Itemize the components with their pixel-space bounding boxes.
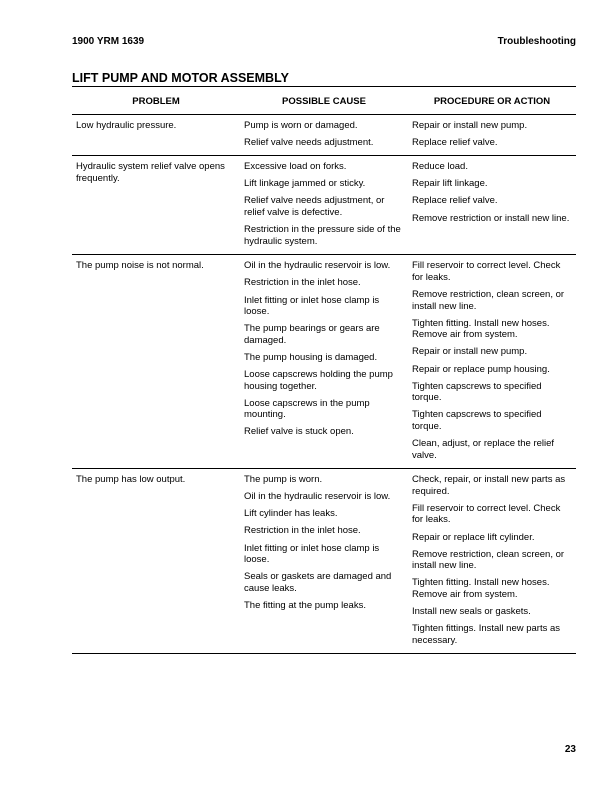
procedure-or-action-list: [412, 474, 572, 646]
possible-cause-item: Oil in the hydraulic reservoir is low.: [244, 260, 391, 272]
table-row: [72, 156, 576, 255]
problem-cell: Hydraulic system relief valve opens frequently.: [76, 161, 225, 184]
problem-cell: Low hydraulic pressure.: [76, 119, 177, 131]
procedure-or-action-list: [412, 260, 572, 461]
possible-cause-item: The pump is worn.: [244, 474, 323, 486]
possible-cause-cell: [240, 156, 408, 255]
document-id: 1900 YRM 1639: [72, 36, 145, 47]
possible-cause-item: The pump bearings or gears are damaged.: [244, 323, 380, 346]
table-body: [72, 114, 576, 654]
possible-cause-cell: [240, 114, 408, 156]
possible-cause-item: Lift cylinder has leaks.: [244, 508, 338, 520]
procedure-or-action-item: Repair or install new pump.: [412, 119, 528, 131]
procedure-or-action-item: Repair or install new pump.: [412, 346, 528, 358]
possible-cause-item: The fitting at the pump leaks.: [244, 599, 366, 611]
possible-cause-item: Pump is worn or damaged.: [244, 119, 358, 131]
possible-cause-cell: [240, 255, 408, 469]
procedure-or-action-item: Fill reservoir to correct level. Check for leaks.: [412, 502, 561, 526]
procedure-or-action-item: Clean, adjust, or replace the relief valve.: [412, 437, 555, 461]
procedure-or-action-item: Install new seals or gaskets.: [412, 606, 531, 617]
troubleshooting-table: [72, 86, 576, 654]
possible-cause-item: Excessive load on forks.: [244, 161, 347, 173]
possible-cause-item: Lift linkage jammed or sticky.: [244, 178, 366, 190]
column-header-procedure-or-action: PROCEDURE OR ACTION: [433, 96, 551, 107]
possible-cause-list: [244, 161, 404, 247]
possible-cause-item: Restriction in the pressure side of the hydraulic system.: [244, 224, 401, 247]
procedure-or-action-cell: [408, 156, 576, 255]
possible-cause-item: Seals or gaskets are damaged and cause leaks.: [244, 571, 392, 594]
table-row: [72, 114, 576, 156]
table-row: [72, 255, 576, 469]
possible-cause-item: Relief valve needs adjustment.: [244, 136, 374, 148]
procedure-or-action-item: Tighten fittings. Install new parts as necessary.: [412, 623, 561, 646]
possible-cause-item: The pump housing is damaged.: [244, 351, 378, 363]
procedure-or-action-item: Tighten capscrews to specified torque.: [412, 409, 542, 432]
procedure-or-action-item: Repair or replace pump housing.: [412, 363, 550, 375]
possible-cause-item: Restriction in the inlet hose.: [244, 525, 361, 537]
possible-cause-item: Oil in the hydraulic reservoir is low.: [244, 491, 391, 503]
page-header: [72, 36, 576, 47]
problem-cell: The pump noise is not normal.: [76, 260, 204, 272]
table-header-row: [72, 87, 576, 115]
procedure-or-action-list: [412, 120, 572, 149]
section-title: LIFT PUMP AND MOTOR ASSEMBLY: [72, 71, 289, 85]
possible-cause-list: [244, 260, 404, 438]
procedure-or-action-item: Replace relief valve.: [412, 136, 498, 148]
procedure-or-action-item: Replace relief valve.: [412, 195, 498, 207]
possible-cause-list: [244, 474, 404, 611]
troubleshooting-table-container: [72, 86, 576, 654]
column-header-problem: PROBLEM: [132, 96, 180, 107]
procedure-or-action-item: Remove restriction or install new line.: [412, 212, 570, 224]
procedure-or-action-list: [412, 161, 572, 224]
possible-cause-item: Inlet fitting or inlet hose clamp is loose.: [244, 294, 380, 318]
procedure-or-action-item: Tighten capscrews to specified torque.: [412, 380, 542, 404]
procedure-or-action-item: Tighten fitting. Install new hoses. Remove air from system.: [412, 577, 550, 600]
possible-cause-item: Restriction in the inlet hose.: [244, 277, 361, 289]
possible-cause-item: Relief valve needs adjustment, or relief valve is defective.: [244, 195, 385, 219]
procedure-or-action-item: Remove restriction, clean screen, or install new line.: [412, 289, 565, 312]
possible-cause-item: Loose capscrews in the pump mounting.: [244, 397, 370, 421]
procedure-or-action-cell: [408, 114, 576, 156]
procedure-or-action-item: Check, repair, or install new parts as required.: [412, 474, 566, 497]
possible-cause-item: Loose capscrews holding the pump housing together.: [244, 369, 393, 392]
procedure-or-action-item: Tighten fitting. Install new hoses. Remove air from system.: [412, 317, 550, 341]
column-header-possible-cause: POSSIBLE CAUSE: [282, 96, 366, 107]
procedure-or-action-cell: [408, 255, 576, 469]
possible-cause-cell: [240, 469, 408, 654]
possible-cause-item: Relief valve is stuck open.: [244, 426, 354, 438]
section-name: Troubleshooting: [497, 36, 576, 47]
problem-cell: The pump has low output.: [76, 474, 186, 486]
procedure-or-action-cell: [408, 469, 576, 654]
possible-cause-list: [244, 120, 404, 149]
procedure-or-action-item: Reduce load.: [412, 161, 468, 173]
possible-cause-item: Inlet fitting or inlet hose clamp is loose.: [244, 542, 380, 566]
procedure-or-action-item: Repair lift linkage.: [412, 178, 488, 190]
procedure-or-action-item: Remove restriction, clean screen, or install new line.: [412, 548, 565, 572]
table-row: [72, 469, 576, 654]
page-number: 23: [564, 744, 576, 755]
procedure-or-action-item: Fill reservoir to correct level. Check for leaks.: [412, 260, 561, 283]
procedure-or-action-item: Repair or replace lift cylinder.: [412, 531, 535, 543]
